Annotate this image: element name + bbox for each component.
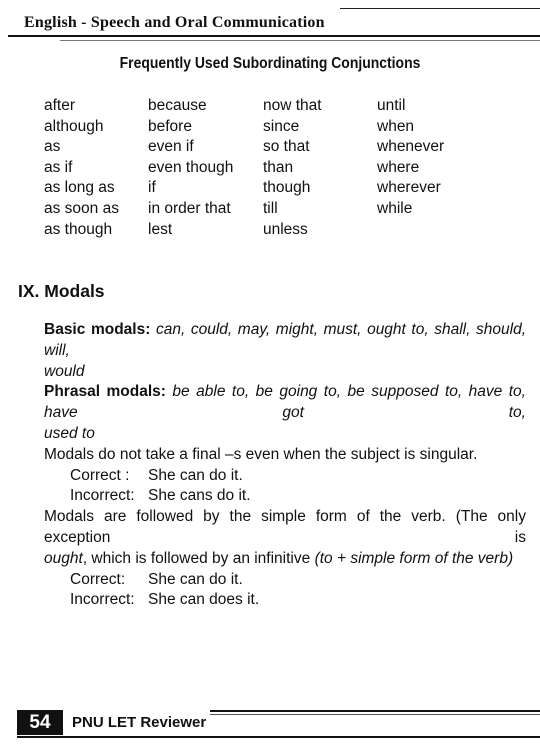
example-incorrect	[44, 590, 526, 611]
modals-section-heading: IX. Modals	[18, 281, 105, 301]
conjunction-item: although	[44, 117, 104, 135]
conjunctions-column-3	[263, 96, 322, 240]
header-rule-top	[340, 8, 540, 9]
example-label: Correct:	[70, 570, 126, 588]
conjunction-item: lest	[148, 220, 173, 238]
conjunction-item: when	[377, 117, 415, 135]
conjunction-item: whenever	[377, 138, 445, 156]
exception-formula: (to + simple form of the verb)	[314, 549, 514, 567]
page-number: 54	[17, 710, 63, 735]
conjunction-item: even if	[148, 138, 194, 156]
example-sentence: She can do it.	[148, 570, 243, 588]
conjunction-item: as long as	[44, 179, 115, 197]
conjunction-item: as though	[44, 220, 113, 238]
rule-simple-form-line-2	[44, 549, 526, 570]
conjunctions-column-1	[44, 96, 119, 240]
basic-modals-line-2	[44, 362, 526, 383]
conjunction-item: because	[148, 97, 207, 114]
basic-modals-line	[44, 320, 526, 362]
example-sentence: She can does it.	[148, 591, 260, 609]
footer-rule	[210, 710, 540, 712]
rule-final-s: Modals do not take a final –s even when the subject is singular.	[44, 445, 478, 463]
basic-modals-list: can, could, may, might, must, ought to, shall, should, will,	[44, 321, 526, 359]
phrasal-modals-line-2	[44, 424, 526, 445]
exception-word: ought	[44, 549, 83, 567]
conjunction-item: if	[148, 179, 156, 197]
conjunction-item: now that	[263, 97, 322, 114]
page-footer	[0, 706, 540, 750]
conjunction-item: as	[44, 138, 61, 156]
basic-modals-list-continued: would	[44, 362, 85, 380]
conjunction-item: while	[377, 199, 413, 217]
conjunction-item: as soon as	[44, 199, 119, 217]
footer-title: PNU LET Reviewer	[72, 714, 207, 731]
footer-rule-bottom	[17, 736, 540, 738]
header-rule	[8, 35, 540, 37]
conjunction-item: though	[263, 179, 311, 197]
conjunction-item: in order that	[148, 199, 231, 217]
running-head-title: English - Speech and Oral Communication	[24, 14, 325, 31]
exception-text: , which is followed by an infinitive	[82, 549, 315, 567]
example-correct	[44, 570, 526, 591]
example-correct	[44, 466, 526, 487]
example-label: Correct :	[70, 466, 130, 484]
modals-body	[44, 320, 526, 611]
conjunctions-heading: Frequently Used Subordinating Conjunctions	[119, 55, 421, 72]
conjunction-item: even though	[148, 158, 234, 176]
example-sentence: She can do it.	[148, 466, 243, 484]
footer-rule-thin	[210, 714, 540, 715]
phrasal-modals-list: be able to, be going to, be supposed to, have to, have got to,	[44, 383, 526, 422]
conjunctions-column-4	[377, 96, 444, 220]
conjunction-item: where	[377, 158, 420, 176]
conjunction-item: as if	[44, 158, 73, 176]
example-label: Incorrect:	[70, 591, 135, 609]
phrasal-modals-list-continued: used to	[44, 424, 95, 442]
conjunction-item: until	[377, 97, 406, 114]
phrasal-modals-line	[44, 382, 526, 424]
conjunction-item: till	[263, 199, 278, 217]
example-sentence: She cans do it.	[148, 487, 251, 505]
example-label: Incorrect:	[70, 487, 135, 505]
conjunction-item: since	[263, 117, 300, 135]
conjunction-item: before	[148, 117, 192, 135]
example-incorrect	[44, 486, 526, 507]
conjunction-item: wherever	[377, 179, 441, 197]
header-rule-thin	[60, 40, 540, 41]
phrasal-modals-label: Phrasal modals:	[44, 383, 166, 401]
rule-simple-form: Modals are followed by the simple form of the verb. (The only exception is	[44, 508, 526, 546]
conjunction-item: after	[44, 97, 76, 114]
conjunctions-column-2	[148, 96, 233, 240]
conjunction-item: so that	[263, 138, 310, 156]
conjunction-item: unless	[263, 220, 308, 238]
conjunction-item: than	[263, 158, 294, 176]
page-header	[0, 0, 540, 44]
basic-modals-label: Basic modals:	[44, 321, 151, 338]
